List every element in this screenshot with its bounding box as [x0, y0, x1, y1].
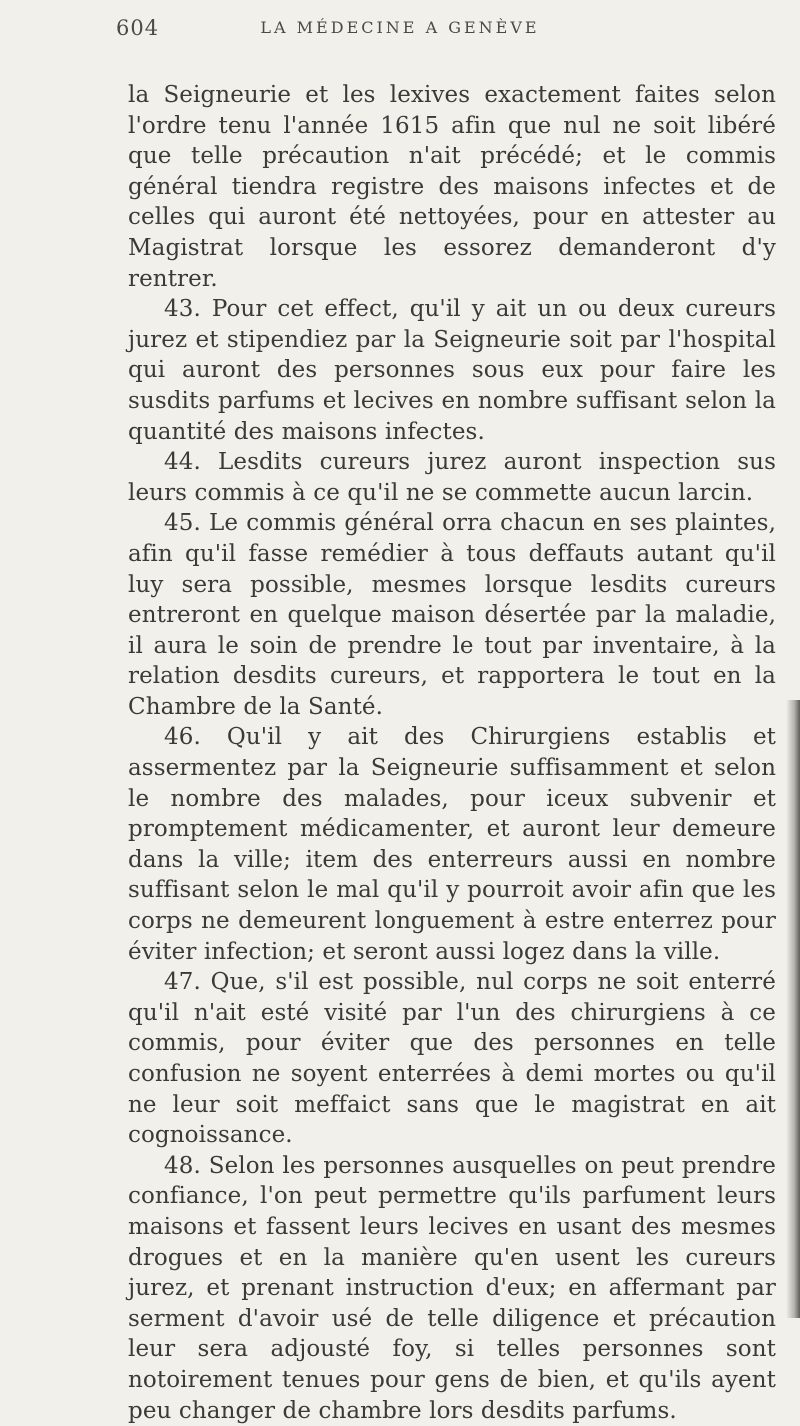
paragraph-article-43: 43. Pour cet effect, qu'il y ait un ou deux cureurs jurez et stipendiez par la Seigneurie soit par l'hospital qui auront des personnes sous eux pour faire les susdits parfums et lecives en nombre suffisant selon la quantité des maisons infectes.	[128, 296, 776, 445]
paragraph-article-48: 48. Selon les personnes ausquelles on peut prendre confiance, l'on peut permettre qu'ils parfument leurs maisons et fassent leurs lecives en usant des mesmes drogues et en la manière qu'en usent les cureurs jurez, et prenant instruction d'eux; en affermant par serment d'avoir usé de telle diligence et précaution leur sera adjousté foy, si telles personnes sont notoirement tenues pour gens de bien, et qu'ils ayent peu changer de chambre lors desdits parfums.	[128, 1152, 776, 1424]
paragraph-article-46: 46. Qu'il y ait des Chirurgiens establis et assermentez par la Seigneurie suffisamment et selon le nombre des malades, pour iceux subvenir et promptement médicamenter, et auront leur demeure dans la ville; item des enterreurs aussi en nombre suffisant selon le mal qu'il y pourroit avoir afin que les corps ne demeurent longuement à estre enterrez pour éviter infection; et seront aussi logez dans la ville.	[128, 724, 776, 965]
paragraph-article-47: 47. Que, s'il est possible, nul corps ne soit enterré qu'il n'ait esté visité par l'un des chirurgiens à ce commis, pour éviter que des personnes en telle confusion ne soyent enterrées à demi mortes ou qu'il ne leur soit meffaict sans que le magistrat en ait cognoissance.	[128, 969, 776, 1149]
page-number: 604	[116, 16, 160, 40]
paragraph-article-45: 45. Le commis général orra chacun en ses plaintes, afin qu'il fasse remédier à tous deffauts autant qu'il luy sera possible, mesmes lorsque lesdits cureurs entreront en quelque maison désertée par la maladie, il aura le soin de prendre le tout par inventaire, à la relation desdits cureurs, et rapportera le tout en la Chambre de la Santé.	[128, 510, 776, 720]
running-title: LA MÉDECINE A GENÈVE	[260, 18, 540, 37]
paragraph-article-44: 44. Lesdits cureurs jurez auront inspection sus leurs commis à ce qu'il ne se commette aucun larcin.	[128, 449, 776, 506]
paragraph-continuation: la Seigneurie et les lexives exactement faites selon l'ordre tenu l'année 1615 afin que nul ne soit libéré que telle précaution n'ait précédé; et le commis général tiendra registre des maisons infectes et de celles qui auront été nettoyées, pour en attester au Magistrat lorsque les essorez demanderont d'y rentrer.	[128, 82, 776, 292]
page-edge-shadow	[786, 700, 800, 1318]
running-head	[0, 16, 800, 46]
body-text	[128, 80, 776, 1426]
